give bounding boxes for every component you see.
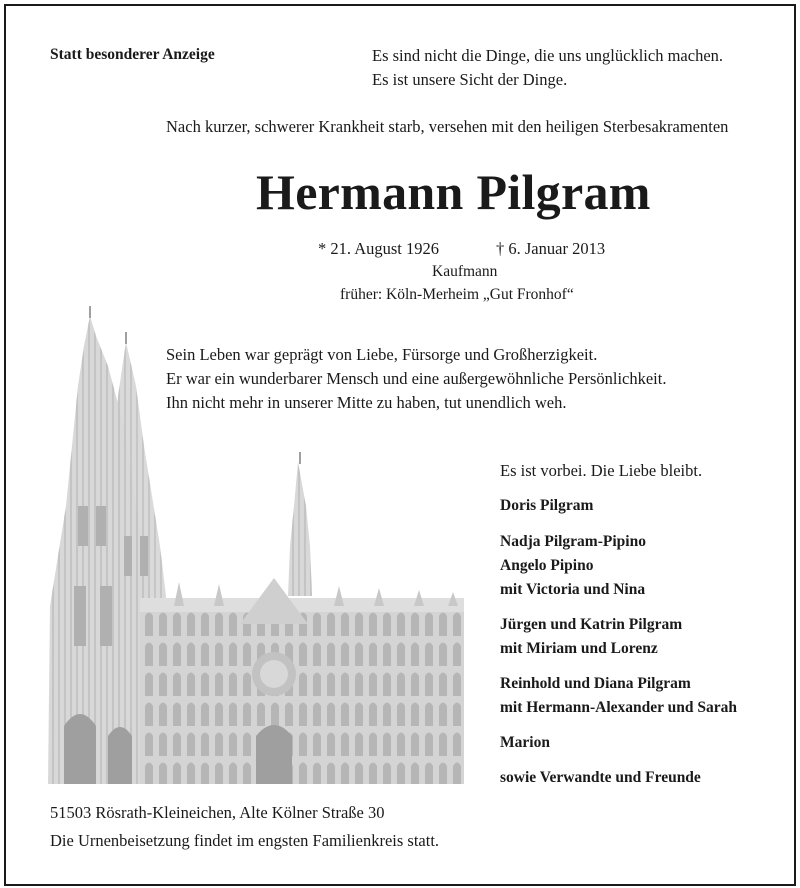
profession: Kaufmann <box>432 263 498 280</box>
deceased-name: Hermann Pilgram <box>256 164 651 220</box>
mourner-name: Reinhold und Diana Pilgram <box>500 675 691 692</box>
burial-note: Die Urnenbeisetzung findet im engsten Familienkreis statt. <box>50 831 440 850</box>
quote-line-1: Es sind nicht die Dinge, die uns unglücklich machen. <box>372 46 724 65</box>
mourner-name: Marion <box>500 734 550 751</box>
mourner-name: sowie Verwandte und Freunde <box>500 769 701 786</box>
mourner-name: mit Miriam und Lorenz <box>500 640 658 657</box>
mourner-name: Angelo Pipino <box>500 557 594 574</box>
mourner-name: Jürgen und Katrin Pilgram <box>500 616 683 633</box>
address: 51503 Rösrath-Kleineichen, Alte Kölner Straße 30 <box>50 803 385 822</box>
obituary-notice <box>4 4 796 886</box>
tribute-line-2: Er war ein wunderbarer Mensch und eine außergewöhnliche Persönlichkeit. <box>166 369 667 388</box>
mourner-name: Doris Pilgram <box>500 497 594 514</box>
quote-line-2: Es ist unsere Sicht der Dinge. <box>372 70 568 89</box>
mourner-name: Nadja Pilgram-Pipino <box>500 533 646 550</box>
family-motto: Es ist vorbei. Die Liebe bleibt. <box>500 461 703 480</box>
intro-text: Nach kurzer, schwerer Krankheit starb, versehen mit den heiligen Sterbesakramenten <box>166 117 729 136</box>
mourner-name: mit Victoria und Nina <box>500 581 646 598</box>
tribute-line-3: Ihn nicht mehr in unserer Mitte zu haben, tut unendlich weh. <box>166 393 567 412</box>
death-date: † 6. Januar 2013 <box>496 239 606 258</box>
cathedral-image <box>44 306 464 784</box>
former-residence: früher: Köln-Merheim „Gut Fronhof“ <box>340 286 574 303</box>
birth-date: * 21. August 1926 <box>318 239 440 258</box>
tribute-line-1: Sein Leben war geprägt von Liebe, Fürsorge und Großherzigkeit. <box>166 345 598 364</box>
notice-type: Statt besonderer Anzeige <box>50 46 215 63</box>
mourner-name: mit Hermann-Alexander und Sarah <box>500 699 737 716</box>
